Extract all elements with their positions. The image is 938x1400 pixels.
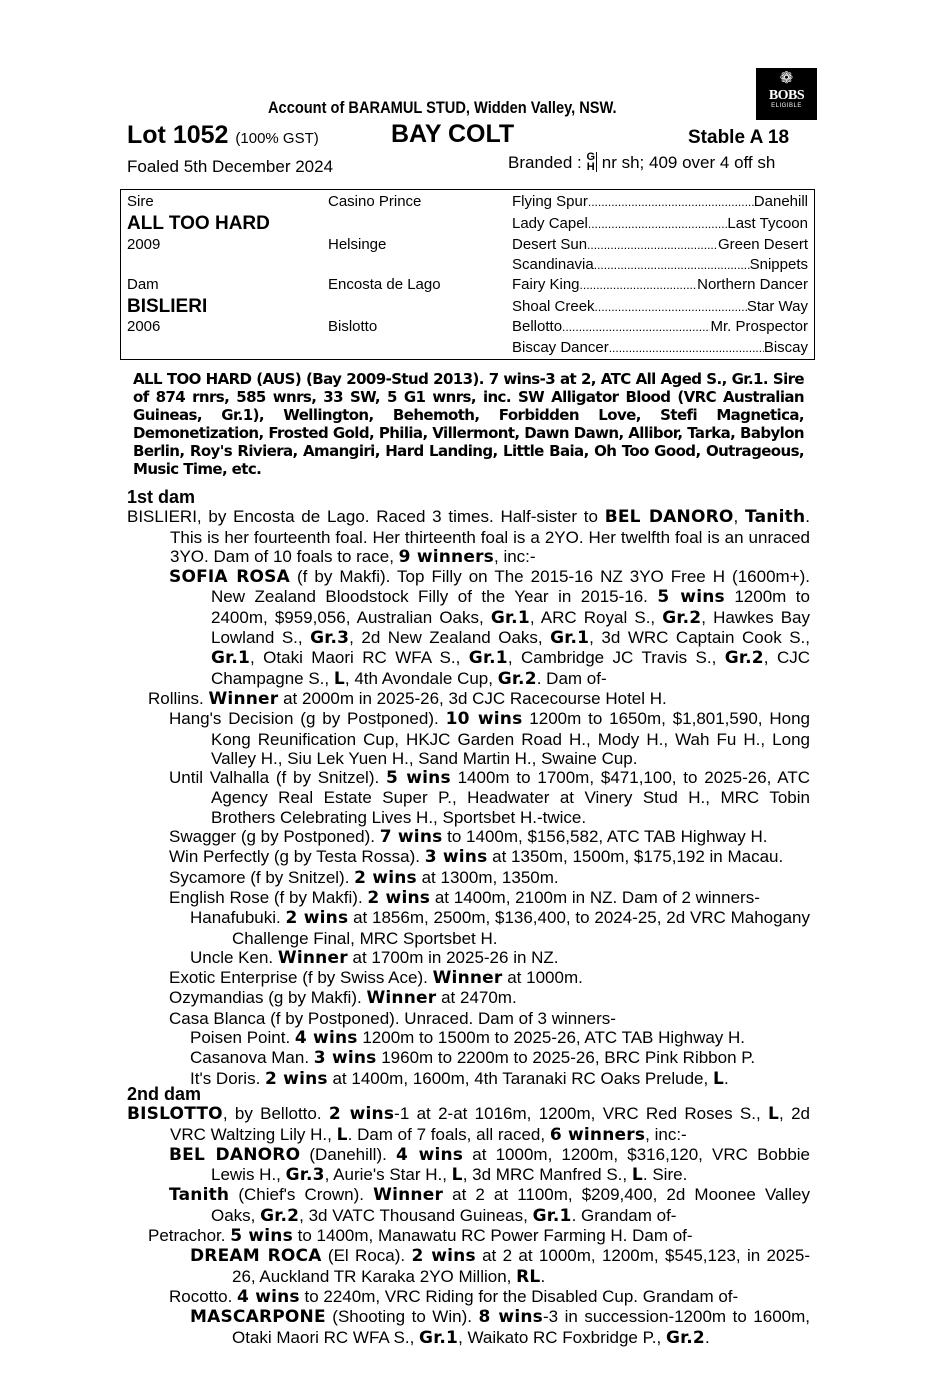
dam-year: 2006 xyxy=(127,318,161,335)
gen3-right: Mr. Prospector xyxy=(710,318,808,335)
logo-subtext: ELIGIBLE xyxy=(771,103,802,109)
sire-sire: Casino Prince xyxy=(328,193,422,210)
logo-text: BOBS xyxy=(768,88,805,103)
sire-name: ALL TOO HARD xyxy=(127,213,270,234)
gen3-entry xyxy=(512,339,808,356)
brand-bottom: H xyxy=(586,161,595,173)
race-record-paragraph: Rollins. Winner at 2000m in 2025-26, 3d CJC Racecourse Hotel H. xyxy=(148,688,667,709)
race-record-paragraph: English Rose (f by Makfi). 2 wins at 1400m, 2100m in NZ. Dam of 2 winners- xyxy=(169,887,760,908)
race-record-paragraph: Petrachor. 5 wins to 1400m, Manawatu RC Power Farming H. Dam of- xyxy=(148,1226,693,1247)
race-record-paragraph: SOFIA ROSA (f by Makfi). Top Filly on The 2015-16 NZ 3YO Free H (1600m+). New Zealand Bloodstock Filly of the Year in 2015-16. 5 wins 1200m to 2400m, $959,056, Australian Oaks, Gr.1, ARC Royal S., Gr.2, Hawkes Bay Lowland S., Gr.3, 2d New Zealand Oaks, Gr.1, 3d WRC Captain Cook S., Gr.1, Otaki Maori RC WFA S., Gr.1, Cambridge JC Travis S., Gr.2, CJC Champagne S., L, 4th Avondale Cup, Gr.2. Dam of- xyxy=(169,567,811,689)
first-dam-heading: 1st dam xyxy=(127,487,196,507)
dam-name: BISLIERI xyxy=(127,296,208,317)
race-record-paragraph: Hang's Decision (g by Postponed). 10 wins 1200m to 1650m, $1,801,590, Hong Kong Reunification Cup, HKJC Garden Road H., Mody H., Wah Fu H., Long Valley H., Siu Lek Yuen H., Sand Martin H., Swaine Cup. xyxy=(169,709,810,768)
sire-dam: Helsinge xyxy=(328,236,387,253)
race-record-paragraph: Casanova Man. 3 wins 1960m to 2200m to 2025-26, BRC Pink Ribbon P. xyxy=(190,1048,756,1069)
race-record-paragraph: Poisen Point. 4 wins 1200m to 1500m to 2025-26, ATC TAB Highway H. xyxy=(190,1028,746,1049)
race-record-paragraph: BISLOTTO, by Bellotto. 2 wins-1 at 2-at 1016m, 1200m, VRC Red Roses S., L, 2d VRC Waltzing Lily H., L. Dam of 7 foals, all raced, 6 winners, inc:- xyxy=(127,1104,810,1145)
gen3-left: Lady Capel xyxy=(512,215,588,232)
second-dam-section xyxy=(127,1085,810,1348)
brand-top: G xyxy=(586,151,596,163)
gen3-entry xyxy=(512,236,808,253)
first-dam-section xyxy=(127,488,810,1089)
dam-dam: Bislotto xyxy=(328,318,378,335)
race-record-paragraph: Swagger (g by Postponed). 7 wins to 1400m, $156,582, ATC TAB Highway H. xyxy=(169,827,768,848)
race-record-paragraph: Hanafubuki. 2 wins at 1856m, 2500m, $136,400, to 2024-25, 2d VRC Mahogany Challenge Final, MRC Sportsbet H. xyxy=(190,908,811,948)
gen3-entry xyxy=(512,193,808,210)
gen3-left: Bellotto xyxy=(512,318,563,335)
gen3-right: Green Desert xyxy=(717,236,808,253)
race-record-paragraph: BISLIERI, by Encosta de Lago. Raced 3 times. Half-sister to BEL DANORO, Tanith. This is her fourteenth foal. Her thirteenth foal is a 2YO. Her twelfth foal is an unraced 3YO. Dam of 10 foals to race, 9 winners, inc:- xyxy=(127,507,811,567)
gen3-left: Flying Spur xyxy=(512,193,588,210)
branded-label: Branded : xyxy=(508,153,582,172)
sire-summary: ALL TOO HARD (AUS) (Bay 2009-Stud 2013). 7 wins-3 at 2, ATC All Aged S., Gr.1. Sire of 874 rnrs, 585 wnrs, 33 SW, 5 G1 wnrs, inc. SW Alligator Blood (VRC Australian Guineas, Gr.1), Wellington, Behemoth, Forbidden Love, Stefi Magnetica, Demonetization, Frosted Gold, Philia, Villermont, Dawn Dawn, Allibor, Tarka, Babylon Berlin, Roy's Riviera, Amangiri, Hard Landing, Little Baia, Oh Too Good, Outrageous, Music Time, etc. xyxy=(133,370,804,478)
gen3-left: Fairy King xyxy=(512,276,580,293)
gen3-right: Star Way xyxy=(746,298,808,315)
gen3-right: Last Tycoon xyxy=(727,215,808,232)
race-record-paragraph: DREAM ROCA (El Roca). 2 wins at 2 at 1000m, 1200m, $545,123, in 2025-26, Auckland TR Karaka 2YO Million, RL. xyxy=(190,1246,810,1287)
sire-label: Sire xyxy=(127,193,154,210)
race-record-paragraph: Uncle Ken. Winner at 1700m in 2025-26 in NZ. xyxy=(190,947,559,968)
gen3-entry xyxy=(512,298,808,315)
stable-location: Stable A 18 xyxy=(688,127,790,148)
brand-info xyxy=(508,152,775,173)
gen3-entry xyxy=(512,276,808,293)
foaled-date: Foaled 5th December 2024 xyxy=(127,157,334,176)
race-record-paragraph: Ozymandias (g by Makfi). Winner at 2470m. xyxy=(169,988,517,1009)
gen3-left: Shoal Creek xyxy=(512,298,595,315)
lot-label: Lot 1052 xyxy=(127,121,229,149)
second-dam-heading: 2nd dam xyxy=(127,1084,202,1104)
gen3-right: Snippets xyxy=(749,256,808,273)
pedigree-table xyxy=(120,189,815,360)
race-record-paragraph: BEL DANORO (Danehill). 4 wins at 1000m, 1200m, $316,120, VRC Bobbie Lewis H., Gr.3, Aurie's Star H., L, 3d MRC Manfred S., L. Sire. xyxy=(169,1144,811,1186)
gst-note: (100% GST) xyxy=(235,130,319,147)
lot-description: BAY COLT xyxy=(391,120,515,148)
race-record-paragraph: MASCARPONE (Shooting to Win). 8 wins-3 in succession-1200m to 1600m, Otaki Maori RC WFA S., Gr.1, Waikato RC Foxbridge P., Gr.2. xyxy=(190,1307,810,1348)
race-record-paragraph: Exotic Enterprise (f by Swiss Ace). Winner at 1000m. xyxy=(169,968,583,989)
gen3-entry xyxy=(512,215,808,232)
gen3-left: Biscay Dancer xyxy=(512,339,609,356)
account-line: Account of BARAMUL STUD, Widden Valley, NSW. xyxy=(268,98,617,117)
race-record-paragraph: Sycamore (f by Snitzel). 2 wins at 1300m, 1350m. xyxy=(169,867,559,888)
race-record-paragraph: Casa Blanca (f by Postponed). Unraced. Dam of 3 winners- xyxy=(169,1008,616,1028)
bobs-eligible-logo xyxy=(756,68,817,120)
gen3-right: Northern Dancer xyxy=(697,276,808,293)
gen3-left: Desert Sun xyxy=(512,236,588,253)
gen3-right: Danehill xyxy=(753,193,808,210)
brand-details: nr sh; 409 over 4 off sh xyxy=(601,153,776,172)
race-record-paragraph: It's Doris. 2 wins at 1400m, 1600m, 4th Taranaki RC Oaks Prelude, L. xyxy=(190,1068,729,1089)
race-record-paragraph: Tanith (Chief's Crown). Winner at 2 at 1100m, $209,400, 2d Moonee Valley Oaks, Gr.2, 3d VATC Thousand Guineas, Gr.1. Grandam of- xyxy=(169,1185,810,1226)
lot-number xyxy=(127,121,319,150)
dam-sire: Encosta de Lago xyxy=(328,276,441,293)
dam-label: Dam xyxy=(127,276,159,293)
brand-symbol xyxy=(586,152,597,172)
first-dam-body xyxy=(127,507,810,1089)
sire-year: 2009 xyxy=(127,236,161,253)
gen3-left: Scandinavia xyxy=(512,256,594,273)
gen3-entry xyxy=(512,318,808,335)
race-record-paragraph: Rocotto. 4 wins to 2240m, VRC Riding for the Disabled Cup. Grandam of- xyxy=(169,1286,739,1307)
race-record-paragraph: Win Perfectly (g by Testa Rossa). 3 wins at 1350m, 1500m, $175,192 in Macau. xyxy=(169,847,784,868)
gen3-right: Biscay xyxy=(763,339,808,356)
gen3-entry xyxy=(512,256,808,273)
second-dam-body xyxy=(127,1104,810,1348)
race-record-paragraph: Until Valhalla (f by Snitzel). 5 wins 1400m to 1700m, $471,100, to 2025-26, ATC Agency Real Estate Super P., Headwater at Vinery Stud H., MRC Tobin Brothers Celebrating Lives H., Sportsbet H.-twice. xyxy=(169,768,811,827)
horse-logo-icon: ❁ xyxy=(779,70,794,87)
